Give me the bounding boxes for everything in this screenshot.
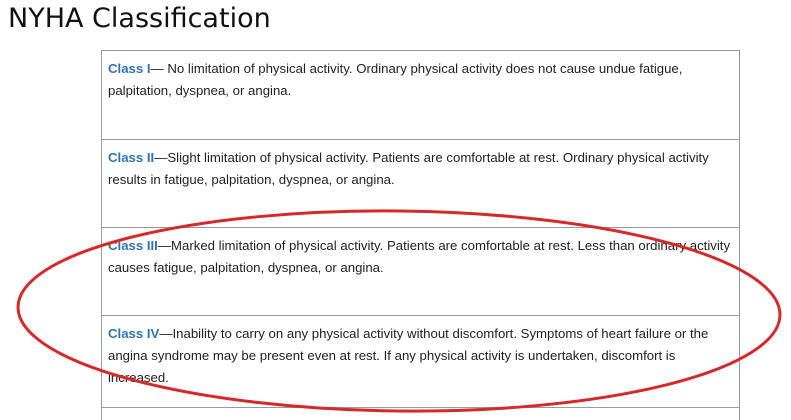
class-label: Class IV — [108, 326, 160, 341]
table-row-class-3 — [102, 228, 739, 316]
class-description: —Marked limitation of physical activity. Patients are comfortable at rest. Less than ordinary activity causes fatigue, palpitation, dyspnea, or angina. — [108, 238, 731, 275]
table-row-class-4 — [102, 316, 739, 408]
class-label: Class III — [108, 238, 158, 253]
table-row-class-1 — [102, 51, 739, 140]
class-label: Class I — [108, 61, 151, 76]
nyha-class-table — [101, 50, 740, 420]
class-description: —Inability to carry on any physical activity without discomfort. Symptoms of heart failure or the angina syndrome may be present even at rest. If any physical activity is undertaken, discomfort is increased. — [108, 326, 709, 385]
class-description: — No limitation of physical activity. Ordinary physical activity does not cause undue fatigue, palpitation, dyspnea, or angina. — [108, 61, 683, 98]
class-label: Class II — [108, 150, 155, 165]
class-description: —Slight limitation of physical activity. Patients are comfortable at rest. Ordinary physical activity results in fatigue, palpitation, dyspnea, or angina. — [108, 150, 709, 187]
page-title: NYHA Classification — [8, 3, 271, 34]
table-row-class-2 — [102, 140, 739, 228]
